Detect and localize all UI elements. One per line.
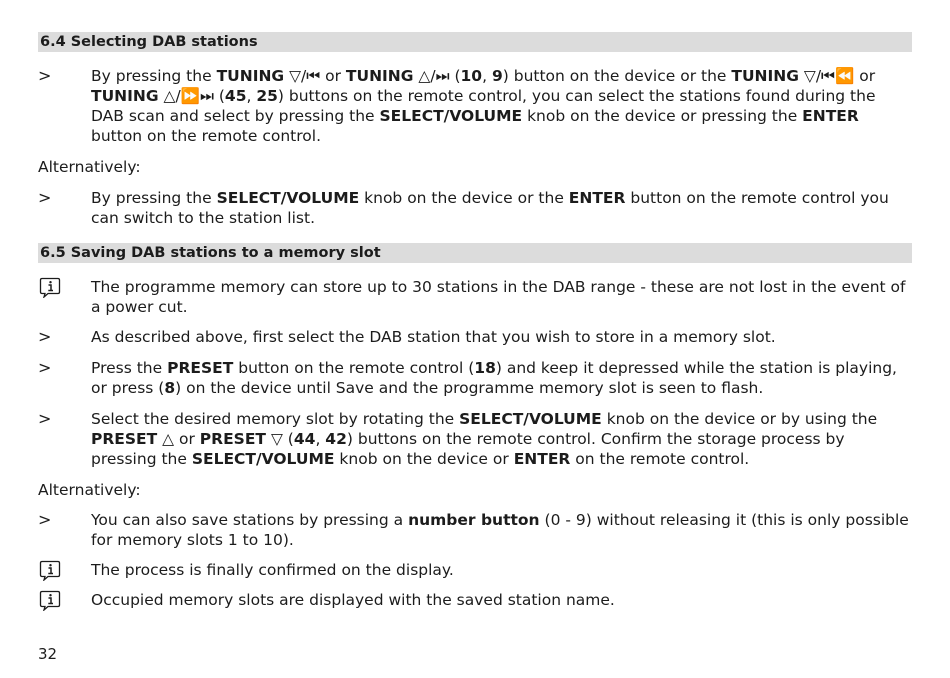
step-marker: > <box>38 358 52 377</box>
page-number: 32 <box>38 645 58 663</box>
step-marker: > <box>38 510 52 529</box>
instruction-text: By pressing the SELECT/VOLUME knob on the device or the ENTER button on the remote control you can switch to the station list. <box>91 189 889 227</box>
instruction-text: You can also save stations by pressing a number button (0 - 9) without releasing it (this is only possible for memory slots 1 to 10). <box>91 511 909 549</box>
info-icon <box>39 277 61 298</box>
info-text: Occupied memory slots are displayed with the saved station name. <box>91 591 615 609</box>
step-marker: > <box>38 66 52 85</box>
instruction-text: As described above, first select the DAB station that you wish to store in a memory slot. <box>91 328 776 346</box>
instruction-text: Select the desired memory slot by rotating the SELECT/VOLUME knob on the device or by using the PRESET △ or PRESET ▽ (44, 42) buttons on the remote control. Confirm the storage process by pressing the SELECT/VOLUME knob on the device or ENTER on the remote control. <box>91 410 878 468</box>
info-text: The programme memory can store up to 30 stations in the DAB range - these are not lost in the event of a power cut. <box>91 278 906 316</box>
section-heading-6-5: 6.5 Saving DAB stations to a memory slot <box>38 243 912 263</box>
step-marker: > <box>38 409 52 428</box>
info-text: The process is finally confirmed on the display. <box>91 561 454 579</box>
section-heading-6-4: 6.4 Selecting DAB stations <box>38 32 912 52</box>
alternatively-label: Alternatively: <box>38 158 141 176</box>
alternatively-label: Alternatively: <box>38 481 141 499</box>
instruction-text: By pressing the TUNING ▽/⏮ or TUNING △/⏭ (10, 9) button on the device or the TUNING ▽/⏮⏪ or TUNING △/⏩⏭ (45, 25) buttons on the remote control, you can select the stations found during the DAB scan and select by pressing the SELECT/VOLUME knob on the device or pressing the ENTER button on the remote control. <box>91 67 876 145</box>
step-marker: > <box>38 188 52 207</box>
instruction-text: Press the PRESET button on the remote control (18) and keep it depressed while the station is playing, or press (8) on the device until Save and the programme memory slot is seen to flash. <box>91 359 897 397</box>
step-marker: > <box>38 327 52 346</box>
info-icon <box>39 590 61 611</box>
info-icon <box>39 560 61 581</box>
